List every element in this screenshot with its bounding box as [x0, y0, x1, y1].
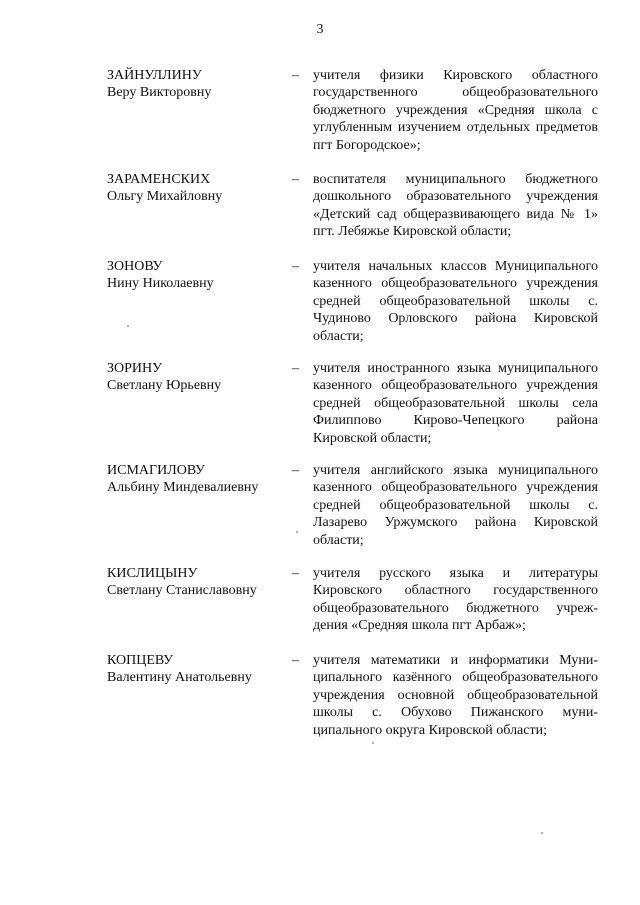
surname: ЗОРИНУ	[107, 361, 163, 376]
position-description: учителя русского языка и литературы Кировского областного государственного общеобразовательного бюджетного учреждения «Средняя школа пгт Арбаж»;	[313, 566, 598, 634]
dash-separator: –	[292, 566, 299, 581]
surname: КОПЦЕВУ	[107, 653, 173, 668]
position-description: учителя иностранного языка муниципального казенного общеобразовательного учреждения средней общеобразовательной школы села Филиппово Кирово-Чепецкого района Кировской области;	[313, 361, 598, 446]
position-description: учителя физики Кировского областного государственного общеобразовательного бюджетного учреждения «Средняя школа с углубленным изучением отдельных предметов пгт Богородское»;	[313, 68, 598, 153]
given-name: Веру Викторовну	[107, 85, 212, 101]
person-name	[107, 360, 287, 395]
dash-separator: –	[292, 259, 299, 274]
position-description: учителя математики и информатики Муниципального казённого общеобразовательного учреждения основной общеобразовательной школы с. Обухово Пижанского муниципального округа Кировской области;	[313, 653, 598, 738]
surname: КИСЛИЦЫНУ	[107, 566, 198, 581]
dash-separator: –	[292, 463, 299, 478]
dash-separator: –	[292, 653, 299, 668]
surname: ИСМАГИЛОВУ	[107, 463, 205, 478]
person-name	[107, 67, 287, 102]
scan-speck	[296, 531, 298, 533]
surname: ЗАЙНУЛЛИНУ	[107, 68, 202, 83]
dash-separator: –	[292, 361, 299, 376]
person-name	[107, 171, 287, 206]
given-name: Альбину Миндевалиевну	[107, 480, 259, 496]
given-name: Светлану Юрьевну	[107, 378, 222, 394]
given-name: Нину Николаевну	[107, 276, 214, 292]
person-name	[107, 462, 287, 497]
dash-separator: –	[292, 68, 299, 83]
surname: ЗАРАМЕНСКИХ	[107, 172, 211, 187]
position-description: учителя английского языка муниципального казенного общеобразовательного учреждения средней общеобразовательной школы с. Лазарево Уржумского района Кировской области;	[313, 463, 598, 548]
scan-speck	[372, 742, 374, 744]
person-name	[107, 258, 287, 293]
given-name: Ольгу Михайловну	[107, 189, 223, 205]
scan-speck	[541, 832, 543, 834]
position-description: учителя начальных классов Муниципального казенного общеобразовательного учреждения средней общеобразовательной школы с. Чудиново Орловского района Кировской области;	[313, 259, 598, 344]
person-name	[107, 565, 287, 600]
person-name	[107, 652, 287, 687]
scan-speck	[127, 325, 129, 327]
page-number: 3	[316, 22, 324, 37]
given-name: Валентину Анатольевну	[107, 670, 252, 686]
dash-separator: –	[292, 172, 299, 187]
position-description: воспитателя муниципального бюджетного дошкольного образовательного учреждения «Детский сад общеразвивающего вида № 1» пгт. Лебяжье Кировской области;	[313, 172, 598, 240]
given-name: Светлану Станиславовну	[107, 583, 257, 599]
surname: ЗОНОВУ	[107, 259, 163, 274]
